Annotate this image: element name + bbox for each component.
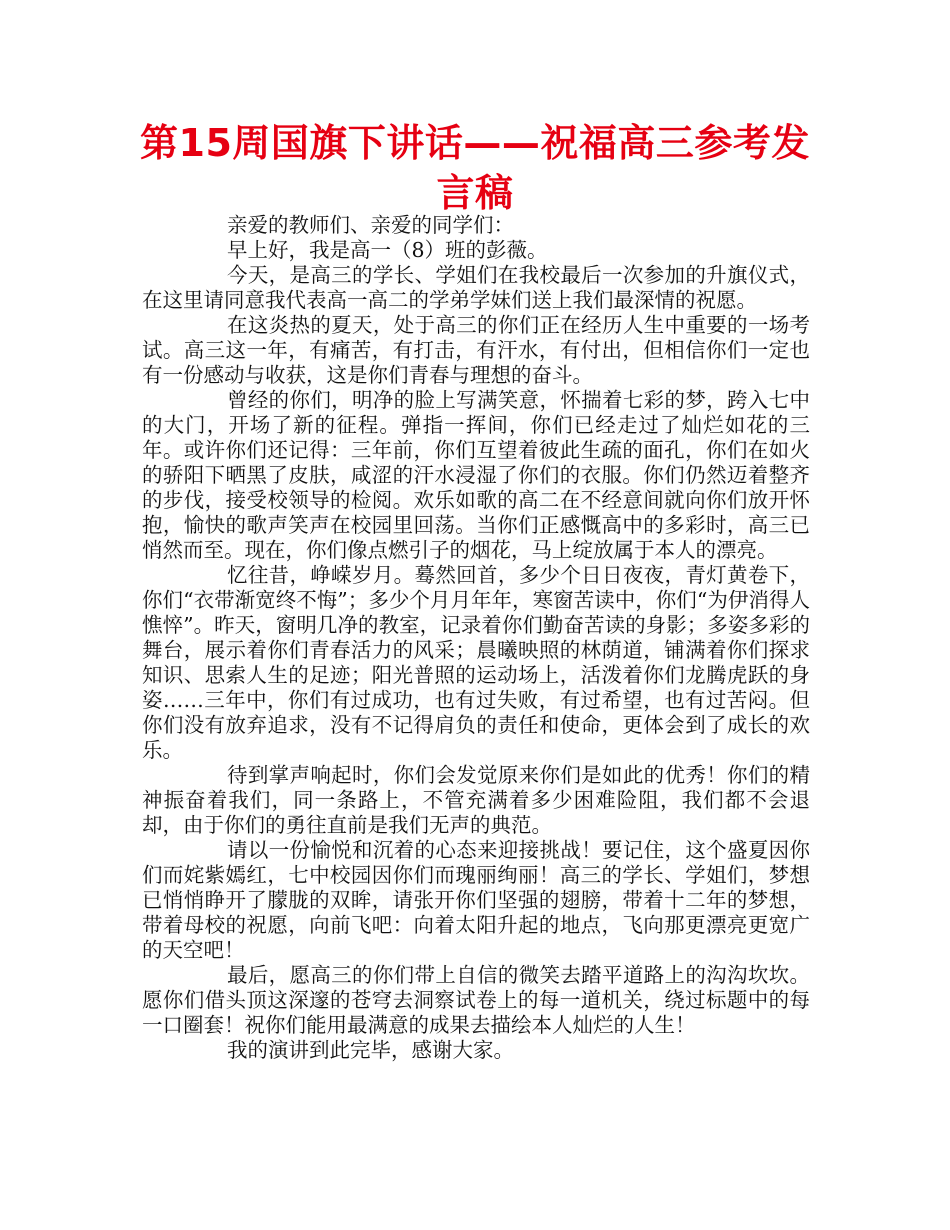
closing: 我的演讲到此完毕，感谢大家。 xyxy=(227,1038,514,1062)
document-title: 第15周国旗下讲话——祝福高三参考发言稿 xyxy=(140,121,810,215)
paragraph: 最后，愿高三的你们带上自信的微笑去踏平道路上的沟沟坎坎。愿你们借头顶这深邃的苍穹去洞察试卷上的每一道机关，绕过标题中的每一口圈套！祝你们能用最满意的成果去描绘本人灿烂的人生！ xyxy=(142,963,810,1037)
greeting: 早上好，我是高一（8）班的彭薇。 xyxy=(227,238,548,262)
speech-body xyxy=(142,213,810,1063)
paragraph: 请以一份愉悦和沉着的心态来迎接挑战！要记住，这个盛夏因你们而姹紫嫣红，七中校园因你们而瑰丽绚丽！高三的学长、学姐们，梦想已悄悄睁开了朦胧的双眸，请张开你们坚强的翅膀，带着十二年的梦想，带着母校的祝愿，向前飞吧：向着太阳升起的地点，飞向那更漂亮更宽广的天空吧！ xyxy=(142,838,810,962)
paragraph: 今天，是高三的学长、学姐们在我校最后一次参加的升旗仪式，在这里请同意我代表高一高二的学弟学妹们送上我们最深情的祝愿。 xyxy=(142,263,810,312)
paragraph: 忆往昔，峥嵘岁月。蓦然回首，多少个日日夜夜，青灯黄卷下，你们“衣带渐宽终不悔”；多少个月月年年，寒窗苦读中，你们“为伊消得人憔悴”。昨天，窗明几净的教室，记录着你们勤奋苦读的身影；多姿多彩的舞台，展示着你们青春活力的风采；晨曦映照的林荫道，铺满着你们探求知识、思索人生的足迹；阳光普照的运动场上，活泼着你们龙腾虎跃的身姿……三年中，你们有过成功，也有过失败，有过希望，也有过苦闷。但你们没有放弃追求，没有不记得肩负的责任和使命，更体会到了成长的欢乐。 xyxy=(142,563,810,762)
salutation: 亲爱的教师们、亲爱的同学们： xyxy=(227,213,514,237)
paragraph: 在这炎热的夏天，处于高三的你们正在经历人生中重要的一场考试。高三这一年，有痛苦，有打击，有汗水，有付出，但相信你们一定也有一份感动与收获，这是你们青春与理想的奋斗。 xyxy=(142,313,810,387)
paragraph: 曾经的你们，明净的脸上写满笑意，怀揣着七彩的梦，跨入七中的大门，开场了新的征程。弹指一挥间，你们已经走过了灿烂如花的三年。或许你们还记得：三年前，你们互望着彼此生疏的面孔，你们在如火的骄阳下晒黑了皮肤，咸涩的汗水浸湿了你们的衣服。你们仍然迈着整齐的步伐，接受校领导的检阅。欢乐如歌的高二在不经意间就向你们放开怀抱，愉快的歌声笑声在校园里回荡。当你们正感慨高中的多彩时，高三已悄然而至。现在，你们像点燃引子的烟花，马上绽放属于本人的漂亮。 xyxy=(142,388,810,562)
paragraph: 待到掌声响起时，你们会发觉原来你们是如此的优秀！你们的精神振奋着我们，同一条路上，不管充满着多少困难险阻，我们都不会退却，由于你们的勇往直前是我们无声的典范。 xyxy=(142,763,810,837)
